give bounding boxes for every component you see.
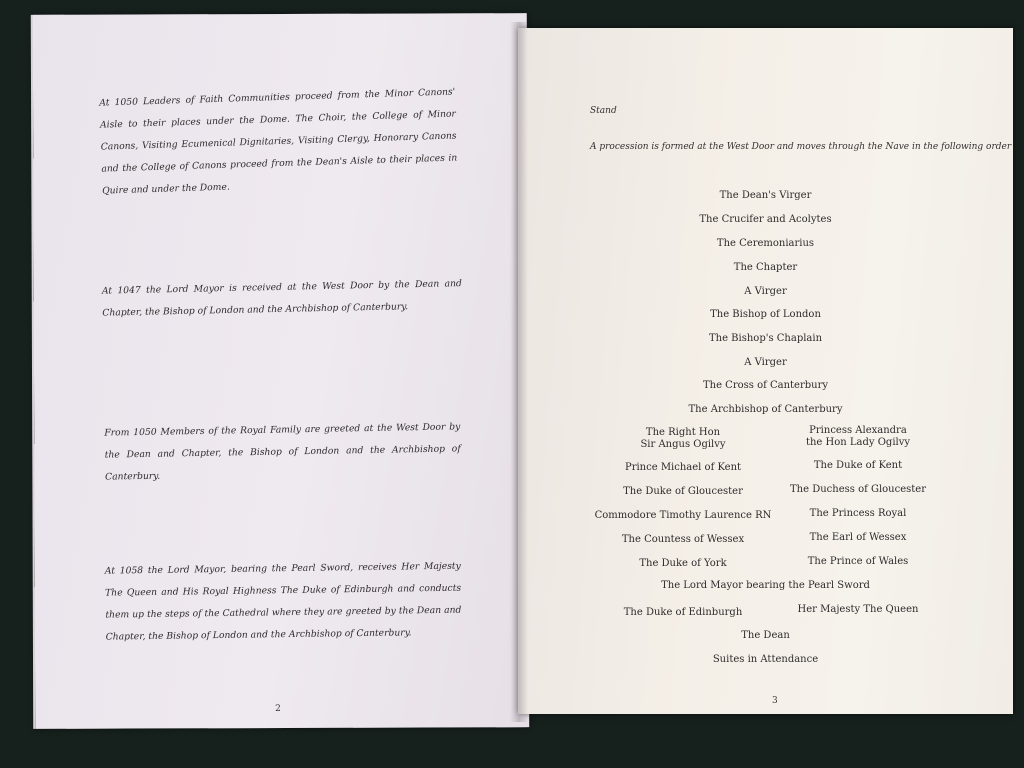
- order-item: The Bishop of London: [710, 309, 821, 320]
- order-item: The Princess Royal: [809, 508, 907, 519]
- left-page: [33, 13, 529, 729]
- order-item: The Ceremoniarius: [716, 238, 815, 249]
- stand-instruction: Stand: [590, 106, 617, 116]
- order-item: The Lord Mayor bearing the Pearl Sword: [661, 580, 870, 591]
- order-item: A Virger: [744, 357, 787, 368]
- order-item: The Countess of Wessex: [621, 534, 745, 545]
- order-item: Prince Michael of Kent: [624, 462, 742, 473]
- order-item: the Hon Lady Ogilvy: [805, 437, 911, 448]
- order-item: Her Majesty The Queen: [797, 604, 919, 615]
- order-item: The Prince of Wales: [807, 556, 909, 567]
- order-item: The Dean's Virger: [719, 190, 812, 201]
- page-number-right: 3: [772, 696, 778, 706]
- order-item: The Duke of York: [639, 558, 727, 569]
- paragraph-royal-family-greeted: From 1050 Members of the Royal Family are greeted at the West Door by the Dean and Chapter, the Bishop of London and the Archbishop of Canterbury.: [104, 421, 461, 483]
- order-item: The Duchess of Gloucester: [790, 484, 926, 495]
- order-item: Princess Alexandra: [809, 425, 907, 436]
- order-item: The Duke of Edinburgh: [623, 607, 743, 618]
- paragraph-lord-mayor-received: At 1047 the Lord Mayor is received at the West Door by the Dean and Chapter, the Bishop of London and the Archbishop of Canterbury.: [101, 278, 462, 319]
- order-item: The Cross of Canterbury: [702, 380, 829, 391]
- order-item: The Chapter: [733, 262, 798, 273]
- order-item: The Crucifer and Acolytes: [699, 214, 832, 225]
- order-item: The Bishop's Chaplain: [708, 333, 823, 344]
- procession-note: A procession is formed at the West Door and moves through the Nave in the following order: [590, 142, 1012, 152]
- order-item: The Duke of Gloucester: [623, 486, 743, 497]
- right-page: [518, 28, 1013, 714]
- paragraph-faith-leaders: At 1050 Leaders of Faith Communities proceed from the Minor Canons' Aisle to their places under the Dome. The Choir, the College of Minor Canons, Visiting Ecumenical Dignitaries, Visiting Clergy, Honorary Canons and the College of Canons proceed from the Dean's Aisle to their places in Quire and under the Dome.: [99, 86, 458, 197]
- order-item: The Duke of Kent: [813, 460, 903, 471]
- order-item: The Earl of Wessex: [809, 532, 907, 543]
- order-item: Suites in Attendance: [712, 654, 819, 665]
- order-item: The Dean: [741, 630, 790, 641]
- order-item: The Right Hon: [645, 427, 721, 438]
- order-item: Sir Angus Ogilvy: [640, 439, 726, 450]
- order-item: A Virger: [744, 286, 787, 297]
- page-number-left: 2: [275, 704, 281, 715]
- order-item: Commodore Timothy Laurence RN: [594, 510, 772, 521]
- order-item: The Archbishop of Canterbury: [688, 404, 843, 415]
- paragraph-queen-received: At 1058 the Lord Mayor, bearing the Pearl Sword, receives Her Majesty The Queen and His Royal Highness The Duke of Edinburgh and conducts them up the steps of the Cathedral where they are greeted by the Dean and Chapter, the Bishop of London and the Archbishop of Canterbury.: [104, 560, 462, 643]
